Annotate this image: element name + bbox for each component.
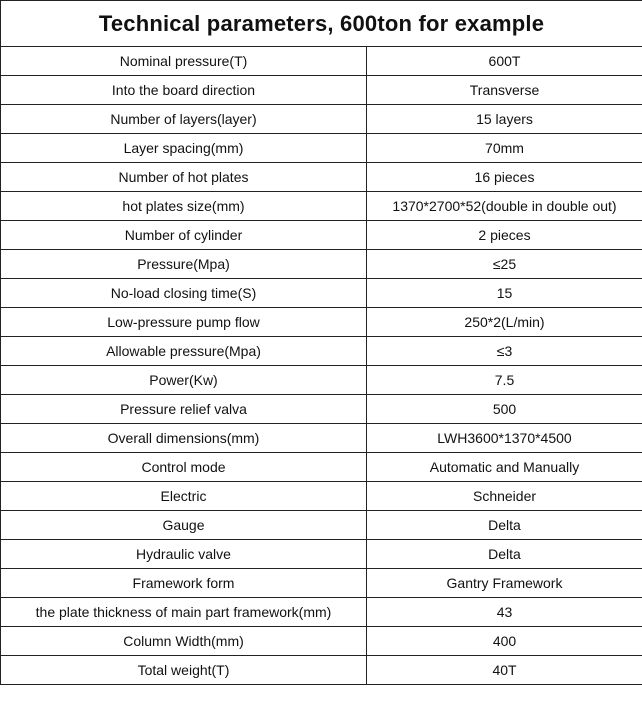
table-row bbox=[1, 453, 642, 482]
parameter-value-cell: Gantry Framework bbox=[367, 569, 642, 598]
table-row bbox=[1, 134, 642, 163]
parameter-name-cell: Control mode bbox=[1, 453, 367, 482]
table-title: Technical parameters, 600ton for example bbox=[1, 1, 642, 47]
parameter-name-cell: Pressure relief valva bbox=[1, 395, 367, 424]
table-row bbox=[1, 540, 642, 569]
parameter-name-cell: the plate thickness of main part framework(mm) bbox=[1, 598, 367, 627]
parameter-value-cell: 40T bbox=[367, 656, 642, 685]
table-row bbox=[1, 424, 642, 453]
parameter-value-cell: Transverse bbox=[367, 76, 642, 105]
parameter-name-cell: Overall dimensions(mm) bbox=[1, 424, 367, 453]
table-row bbox=[1, 250, 642, 279]
table-row bbox=[1, 627, 642, 656]
parameter-name-cell: Power(Kw) bbox=[1, 366, 367, 395]
parameter-value-cell: LWH3600*1370*4500 bbox=[367, 424, 642, 453]
table-row bbox=[1, 337, 642, 366]
parameter-value-cell: ≤3 bbox=[367, 337, 642, 366]
table-row bbox=[1, 366, 642, 395]
table-row bbox=[1, 279, 642, 308]
parameter-name-cell: Gauge bbox=[1, 511, 367, 540]
table-row bbox=[1, 221, 642, 250]
parameter-name-cell: Total weight(T) bbox=[1, 656, 367, 685]
parameter-name-cell: Electric bbox=[1, 482, 367, 511]
parameter-value-cell: 15 bbox=[367, 279, 642, 308]
parameter-name-cell: hot plates size(mm) bbox=[1, 192, 367, 221]
table-row bbox=[1, 76, 642, 105]
table-row bbox=[1, 569, 642, 598]
parameter-name-cell: Number of layers(layer) bbox=[1, 105, 367, 134]
parameter-value-cell: 1370*2700*52(double in double out) bbox=[367, 192, 642, 221]
parameter-value-cell: 70mm bbox=[367, 134, 642, 163]
table-row bbox=[1, 656, 642, 685]
parameter-name-cell: Nominal pressure(T) bbox=[1, 47, 367, 76]
table-row bbox=[1, 511, 642, 540]
table-row bbox=[1, 47, 642, 76]
title-row bbox=[1, 1, 642, 47]
table-row bbox=[1, 163, 642, 192]
parameter-name-cell: Into the board direction bbox=[1, 76, 367, 105]
table-row bbox=[1, 395, 642, 424]
parameter-value-cell: 500 bbox=[367, 395, 642, 424]
parameter-name-cell: Framework form bbox=[1, 569, 367, 598]
parameter-value-cell: Delta bbox=[367, 540, 642, 569]
parameter-value-cell: 43 bbox=[367, 598, 642, 627]
parameter-name-cell: Layer spacing(mm) bbox=[1, 134, 367, 163]
table-row bbox=[1, 105, 642, 134]
parameter-value-cell: 2 pieces bbox=[367, 221, 642, 250]
parameter-name-cell: Pressure(Mpa) bbox=[1, 250, 367, 279]
parameter-name-cell: Hydraulic valve bbox=[1, 540, 367, 569]
parameter-name-cell: Column Width(mm) bbox=[1, 627, 367, 656]
parameter-name-cell: Number of cylinder bbox=[1, 221, 367, 250]
parameter-name-cell: Number of hot plates bbox=[1, 163, 367, 192]
parameter-value-cell: 7.5 bbox=[367, 366, 642, 395]
parameter-value-cell: 600T bbox=[367, 47, 642, 76]
parameter-name-cell: No-load closing time(S) bbox=[1, 279, 367, 308]
table-row bbox=[1, 308, 642, 337]
parameter-name-cell: Allowable pressure(Mpa) bbox=[1, 337, 367, 366]
parameter-value-cell: 400 bbox=[367, 627, 642, 656]
table-row bbox=[1, 598, 642, 627]
parameter-name-cell: Low-pressure pump flow bbox=[1, 308, 367, 337]
parameter-value-cell: 250*2(L/min) bbox=[367, 308, 642, 337]
parameter-value-cell: Schneider bbox=[367, 482, 642, 511]
table-row bbox=[1, 192, 642, 221]
parameter-value-cell: 16 pieces bbox=[367, 163, 642, 192]
parameter-value-cell: Automatic and Manually bbox=[367, 453, 642, 482]
parameter-value-cell: Delta bbox=[367, 511, 642, 540]
table-row bbox=[1, 482, 642, 511]
parameter-value-cell: 15 layers bbox=[367, 105, 642, 134]
parameter-value-cell: ≤25 bbox=[367, 250, 642, 279]
